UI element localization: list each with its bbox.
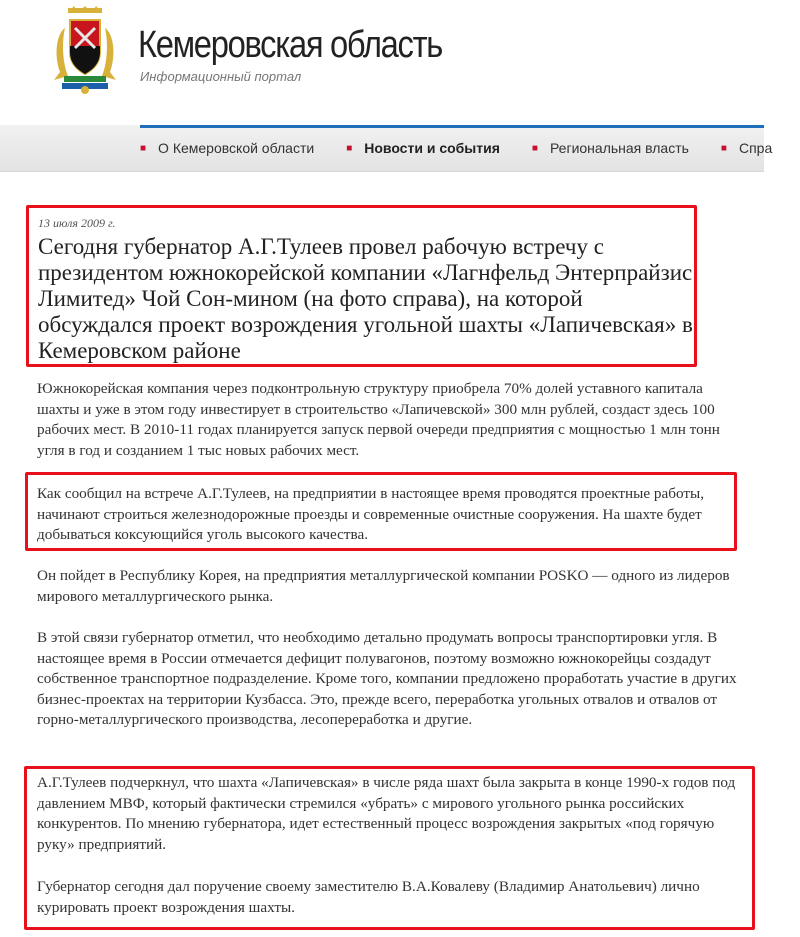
nav-bullet-icon: ■ (140, 143, 147, 154)
article-paragraph: Как сообщил на встрече А.Г.Тулеев, на предприятии в настоящее время проводятся проектные работы, начинают строиться железнодорожные проезды и современные очистные сооружения. На шахте будет добываться коксующийся уголь высокого качества. (37, 485, 705, 543)
article-paragraph: Он пойдет в Республику Корея, на предприятия металлургической компании POSKO — одного из лидеров мирового металлургического рынка. (37, 567, 730, 605)
site-title[interactable]: Кемеровская область (138, 24, 443, 66)
nav-menu (140, 140, 800, 158)
nav-bullet-icon: ■ (531, 143, 538, 154)
nav-bullet-icon: ■ (720, 143, 727, 154)
article-headline: Сегодня губернатор А.Г.Тулеев провел рабочую встречу с президентом южнокорейской компании «Лагнфельд Энтерпрайзис Лимитед» Чой Сон-мином (на фото справа), на которой обсуждался проект возрождения угольной шахты «Лапичевская» в Кемеровском районе (38, 234, 693, 363)
nav-item-label: Спра (738, 140, 773, 156)
nav-item-label: Региональная власть (549, 140, 689, 156)
nav-item-label: Новости и события (364, 140, 500, 156)
article-paragraph: Губернатор сегодня дал поручение своему заместителю В.А.Ковалеву (Владимир Анатольевич) лично курировать проект возрождения шахты. (37, 878, 700, 916)
nav-item-reference[interactable] (721, 140, 772, 156)
nav-accent-line (140, 125, 764, 128)
nav-item-about-region[interactable] (140, 140, 314, 156)
article-paragraph: В этой связи губернатор отметил, что необходимо детально продумать вопросы транспортировки угля. В настоящее время в России отмечается дефицит полувагонов, поэтому возможно южнокорейцы создадут собственное транспортное подразделение. Кроме того, компании предложено проработать участие в других бизнес-проектах на территории Кузбасса. Это, прежде всего, переработка угольных отвалов и отвалов от горно-металлургического производства, лесопереработка и другие. (37, 629, 737, 728)
article-paragraph: А.Г.Тулеев подчеркнул, что шахта «Лапичевская» в числе ряда шахт была закрыта в конце 1990-х годов под давлением МВФ, который фактически стремился «убрать» с мирового угольного рынка российских конкурентов. По мнению губернатора, идет естественный процесс возрождения закрытых «под горячую руку» предприятий. (37, 774, 736, 853)
nav-item-regional-government[interactable] (532, 140, 689, 156)
site-subtitle: Информационный портал (140, 69, 302, 84)
article-paragraph: Южнокорейская компания через подконтрольную структуру приобрела 70% долей уставного капитала шахты и уже в этом году инвестирует в строительство «Лапичевской» 300 млн рублей, создаст здесь 100 рабочих мест. В 2010-11 годах планируется запуск первой очереди предприятия с мощностью 1 млн тонн угля в год и созданием 1 тыс новых рабочих мест. (37, 380, 720, 459)
nav-item-news[interactable] (346, 140, 500, 156)
nav-item-label: О Кемеровской области (158, 140, 315, 156)
site-header (0, 0, 764, 125)
article-date: 13 июля 2009 г. (38, 216, 116, 230)
coat-of-arms-icon[interactable] (48, 6, 122, 98)
nav-bullet-icon: ■ (346, 143, 353, 154)
main-navigation (0, 125, 773, 172)
